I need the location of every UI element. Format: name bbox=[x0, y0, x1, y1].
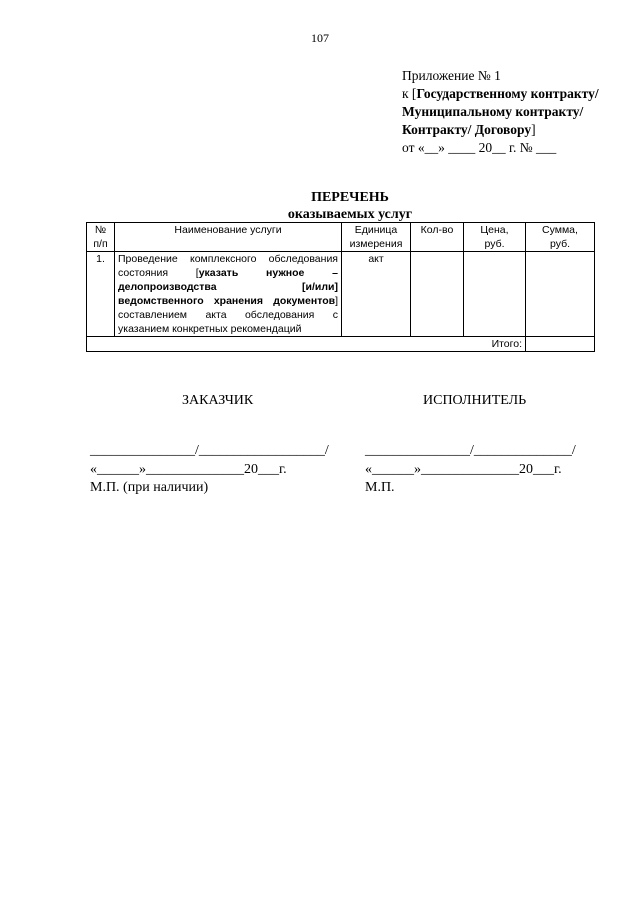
total-label: Итого: bbox=[87, 337, 526, 352]
customer-label: ЗАКАЗЧИК bbox=[182, 393, 254, 408]
doc-title: ПЕРЕЧЕНЬ bbox=[311, 190, 389, 205]
header-text: Единица измерения bbox=[349, 224, 403, 250]
executor-date-line: «______»______________20___г. bbox=[365, 462, 562, 477]
executor-signature-line: _______________/______________/ bbox=[365, 443, 576, 458]
row-sum bbox=[526, 252, 595, 337]
appendix-contract-ref bbox=[402, 85, 617, 139]
services-table bbox=[86, 222, 595, 352]
col-num-header bbox=[87, 223, 115, 252]
appendix-block bbox=[402, 67, 617, 157]
col-qty-header bbox=[411, 223, 464, 252]
page-number: 107 bbox=[311, 31, 329, 45]
col-price-header bbox=[464, 223, 526, 252]
col-name-header bbox=[115, 223, 342, 252]
appendix-suffix: ] bbox=[531, 122, 536, 137]
row-price bbox=[464, 252, 526, 337]
executor-label: ИСПОЛНИТЕЛЬ bbox=[423, 393, 527, 408]
customer-stamp: М.П. (при наличии) bbox=[90, 480, 209, 495]
appendix-prefix: к [ bbox=[402, 86, 417, 101]
col-unit-header bbox=[342, 223, 411, 252]
executor-stamp: М.П. bbox=[365, 480, 395, 495]
desc-part2: ] составлением акта обследования с указанием конкретных рекомендаций bbox=[118, 295, 338, 335]
customer-date-line: «______»______________20___г. bbox=[90, 462, 287, 477]
desc-part1: Проведение комплексного обследования состояния [ bbox=[118, 253, 338, 279]
header-text: Кол-во bbox=[420, 224, 454, 236]
row-unit: акт bbox=[342, 252, 411, 337]
table-header-row bbox=[87, 223, 595, 252]
header-text: № п/п bbox=[93, 224, 108, 250]
total-value bbox=[526, 337, 595, 352]
table-row bbox=[87, 252, 595, 337]
desc-bold: указать нужное – делопроизводства [и/или] ведомственного хранения документов bbox=[118, 267, 338, 307]
col-sum-header bbox=[526, 223, 595, 252]
row-num: 1. bbox=[87, 252, 115, 337]
appendix-date-line: от «__» ____ 20__ г. № ___ bbox=[402, 140, 557, 155]
header-text: Наименование услуги bbox=[174, 224, 282, 236]
table-total-row bbox=[87, 337, 595, 352]
header-text: Сумма, руб. bbox=[542, 224, 578, 250]
row-description bbox=[115, 252, 342, 337]
doc-subtitle: оказываемых услуг bbox=[287, 207, 413, 222]
appendix-line1: Приложение № 1 bbox=[402, 68, 501, 83]
row-qty bbox=[411, 252, 464, 337]
header-text: Цена, руб. bbox=[480, 224, 509, 250]
appendix-contract-types: Государственному контракту/Муниципальному контракту/Контракту/ Договору bbox=[402, 86, 599, 137]
customer-signature-line: _______________/__________________/ bbox=[90, 443, 329, 458]
